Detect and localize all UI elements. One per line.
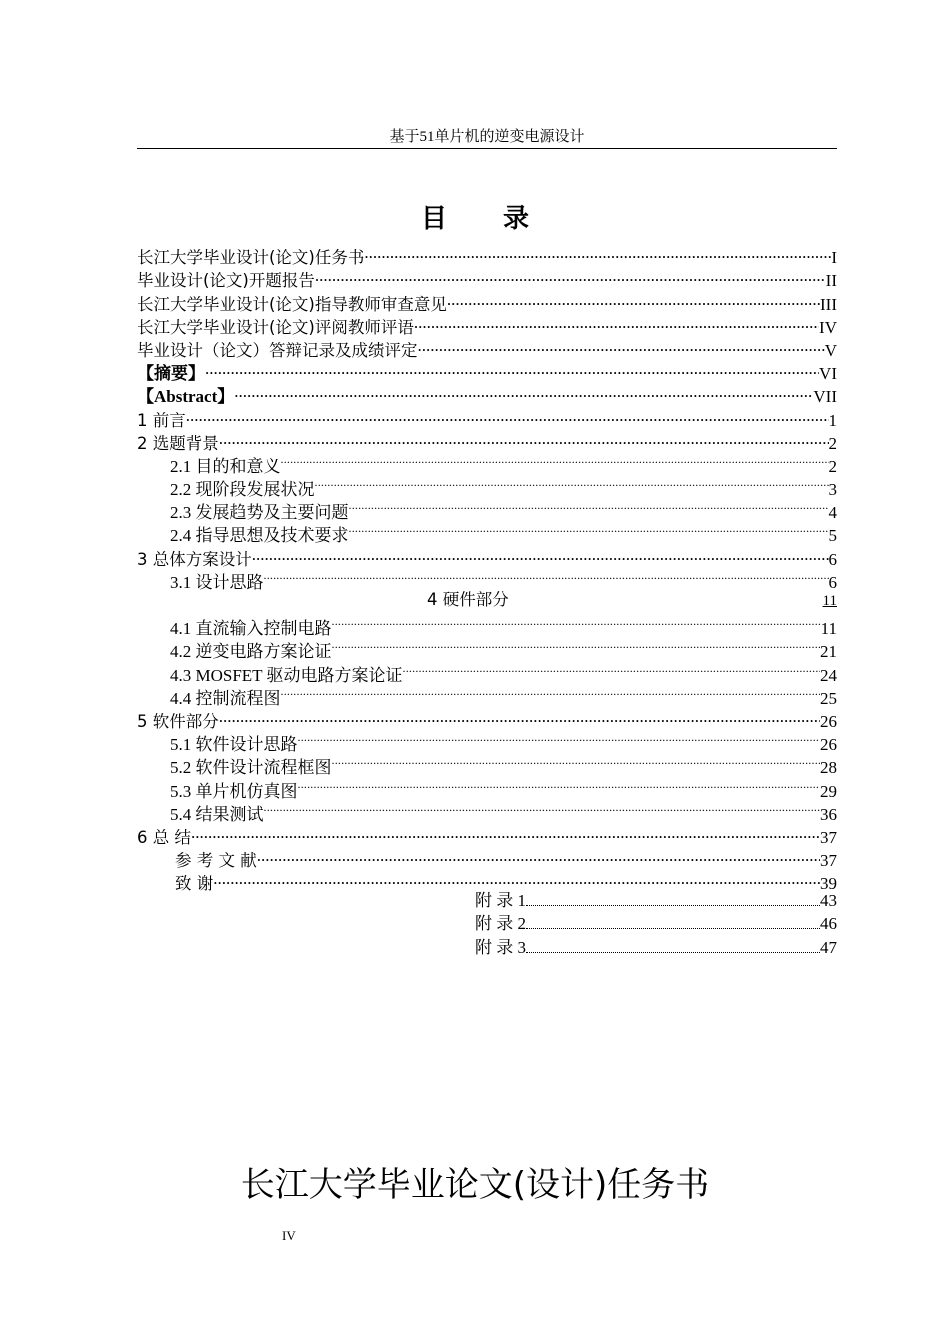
running-header: 基于51单片机的逆变电源设计	[389, 129, 585, 145]
toc-dot-leader	[298, 773, 821, 796]
toc-entry-page: 26	[820, 735, 837, 755]
toc-entry-page: 2	[828, 433, 837, 453]
toc-entry-page: 25	[820, 688, 837, 708]
toc-entry-page: 3	[828, 480, 837, 500]
toc-entry-label: 6 总 结	[137, 827, 191, 847]
toc-entry-label: 2.3 发展趋势及主要问题	[170, 503, 349, 523]
toc-entry-label: 4 硬件部分	[427, 589, 509, 609]
toc-entry[interactable]	[137, 472, 837, 500]
toc-entry-page: III	[820, 294, 837, 314]
toc-entry-page: 26	[820, 711, 837, 731]
toc-dot-leader	[332, 750, 821, 773]
toc-dot-leader	[219, 426, 829, 449]
toc-entry[interactable]	[137, 402, 837, 430]
toc-dot-leader	[234, 379, 813, 402]
toc-entry[interactable]	[137, 750, 837, 778]
toc-dot-leader	[509, 593, 823, 605]
toc-entry-label: 毕业设计(论文)开题报告	[137, 271, 315, 291]
toc-entry-page: 24	[820, 665, 837, 685]
toc-entry-page: 39	[820, 874, 837, 894]
toc-entry-page: 6	[828, 572, 837, 592]
toc-entry-label: 4.3 MOSFET 驱动电路方案论证	[170, 665, 403, 685]
toc-dot-leader	[298, 727, 821, 750]
toc-entry-label: 5.1 软件设计思路	[170, 735, 298, 755]
toc-dot-leader	[418, 333, 825, 356]
toc-entry[interactable]	[137, 379, 837, 407]
toc-entry[interactable]	[137, 240, 837, 268]
toc-entry-label: 毕业设计（论文）答辩记录及成绩评定	[137, 340, 418, 360]
toc-entry-page: 28	[820, 758, 837, 778]
toc-entry-label: 4.4 控制流程图	[170, 688, 281, 708]
toc-entry[interactable]	[137, 866, 837, 894]
toc-entry[interactable]	[137, 286, 837, 314]
toc-entry[interactable]	[137, 518, 837, 546]
toc-entry-page: 37	[820, 851, 837, 871]
toc-entry-label: 2.1 目的和意义	[170, 456, 281, 476]
toc-entry[interactable]	[137, 426, 837, 453]
toc-dot-leader	[315, 263, 826, 286]
toc-dot-leader	[349, 518, 829, 541]
toc-entry-page: 4	[828, 503, 837, 523]
toc-dot-leader	[257, 843, 820, 866]
toc-entry-label: 参 考 文 献	[175, 851, 257, 871]
toc-entry-label: 2 选题背景	[137, 433, 219, 453]
toc-dot-leader	[364, 240, 831, 263]
toc-entry[interactable]	[137, 773, 837, 801]
toc-dot-leader	[219, 704, 820, 727]
toc-dot-leader	[252, 541, 829, 564]
toc-entry-label: 1 前言	[137, 410, 186, 430]
toc-entry-label: 4.1 直流输入控制电路	[170, 619, 332, 639]
toc-dot-leader	[213, 866, 820, 889]
toc-entry-label: 5.4 结果测试	[170, 804, 264, 824]
toc-entry-label: 2.2 现阶段发展状况	[170, 480, 315, 500]
toc-dot-leader	[332, 634, 821, 657]
toc-dot-leader	[315, 472, 829, 495]
table-of-contents	[137, 240, 837, 959]
toc-entry-page: 11	[820, 619, 837, 639]
toc-entry-page: 1	[828, 410, 837, 430]
toc-entry-label: 附 录 3	[475, 937, 526, 957]
toc-entry[interactable]	[137, 727, 837, 755]
toc-entry[interactable]	[137, 704, 837, 731]
toc-title-left: 目	[420, 204, 447, 234]
toc-dot-leader	[332, 611, 821, 634]
toc-entry-page: VII	[813, 387, 837, 407]
toc-entry-label: 2.4 指导思想及技术要求	[170, 526, 349, 546]
toc-dot-leader	[414, 310, 819, 333]
toc-entry-page: 2	[828, 456, 837, 476]
toc-entry[interactable]	[137, 541, 837, 569]
toc-dot-leader	[526, 916, 820, 929]
toc-entry-page: 6	[828, 549, 837, 569]
toc-entry-label: 3 总体方案设计	[137, 549, 252, 569]
toc-entry[interactable]	[137, 936, 837, 959]
toc-entry-label: 长江大学毕业设计(论文)指导教师审查意见	[137, 294, 447, 314]
toc-entry-page: II	[825, 271, 837, 291]
toc-entry[interactable]	[137, 889, 837, 912]
toc-entry-page: 47	[820, 937, 837, 957]
toc-entry-page: 46	[820, 914, 837, 934]
toc-entry-page: 21	[820, 642, 837, 662]
toc-entry-label: 4.2 逆变电路方案论证	[170, 642, 332, 662]
next-page-title: 长江大学毕业论文(设计)任务书	[240, 1165, 710, 1205]
toc-entry[interactable]	[137, 495, 837, 523]
toc-entry-label: 5.3 单片机仿真图	[170, 781, 298, 801]
toc-dot-leader	[526, 893, 820, 906]
toc-entry[interactable]	[137, 333, 837, 360]
toc-entry-label: 3.1 设计思路	[170, 572, 264, 592]
toc-entry-label: 长江大学毕业设计(论文)任务书	[137, 248, 365, 268]
toc-dot-leader	[186, 402, 829, 425]
toc-entry[interactable]	[137, 820, 837, 847]
toc-entry[interactable]	[137, 912, 837, 935]
toc-dot-leader	[349, 495, 829, 518]
toc-entry-label: 附 录 2	[475, 914, 526, 934]
page-number: IV	[282, 1228, 296, 1243]
toc-dot-leader	[281, 449, 829, 472]
toc-entry-page: V	[824, 340, 837, 360]
toc-title-right: 录	[503, 204, 530, 234]
toc-entry-label: 长江大学毕业设计(论文)评阅教师评语	[137, 317, 414, 337]
toc-entry[interactable]	[137, 657, 837, 685]
toc-dot-leader	[264, 565, 829, 588]
toc-dot-leader	[403, 657, 820, 680]
toc-entry-label: 5.2 软件设计流程框图	[170, 758, 332, 778]
toc-entry-page: I	[831, 248, 837, 268]
toc-entry-page: VI	[819, 364, 837, 384]
toc-entry[interactable]	[137, 449, 837, 476]
toc-entry-label: 5 软件部分	[137, 711, 219, 731]
toc-entry-label: 【Abstract】	[137, 387, 235, 407]
toc-entry[interactable]	[137, 588, 837, 611]
toc-entry-page: 36	[820, 804, 837, 824]
toc-entry-page: 5	[828, 526, 837, 546]
toc-entry-label: 【摘要】	[137, 364, 205, 384]
toc-entry[interactable]	[137, 310, 837, 337]
toc-entry-page: 43	[820, 891, 837, 911]
header-rule	[137, 148, 837, 149]
toc-entry-label: 附 录 1	[475, 891, 526, 911]
toc-dot-leader	[205, 356, 819, 379]
toc-dot-leader	[264, 797, 821, 820]
toc-entry[interactable]	[137, 565, 837, 592]
toc-entry[interactable]	[137, 263, 837, 291]
toc-dot-leader	[447, 286, 820, 309]
toc-dot-leader	[526, 940, 820, 953]
toc-entry-label: 致 谢	[175, 874, 214, 894]
toc-entry[interactable]	[137, 797, 837, 824]
toc-dot-leader	[281, 681, 821, 704]
toc-entry[interactable]	[137, 843, 837, 871]
toc-entry[interactable]	[137, 681, 837, 708]
toc-title	[0, 201, 950, 237]
toc-entry[interactable]	[137, 356, 837, 384]
toc-dot-leader	[191, 820, 820, 843]
toc-entry-page: 11	[822, 592, 837, 609]
toc-entry[interactable]	[137, 634, 837, 662]
toc-entry-page: 37	[820, 827, 837, 847]
toc-entry-page: IV	[819, 317, 837, 337]
toc-entry[interactable]	[137, 611, 837, 639]
toc-entry-page: 29	[820, 781, 837, 801]
